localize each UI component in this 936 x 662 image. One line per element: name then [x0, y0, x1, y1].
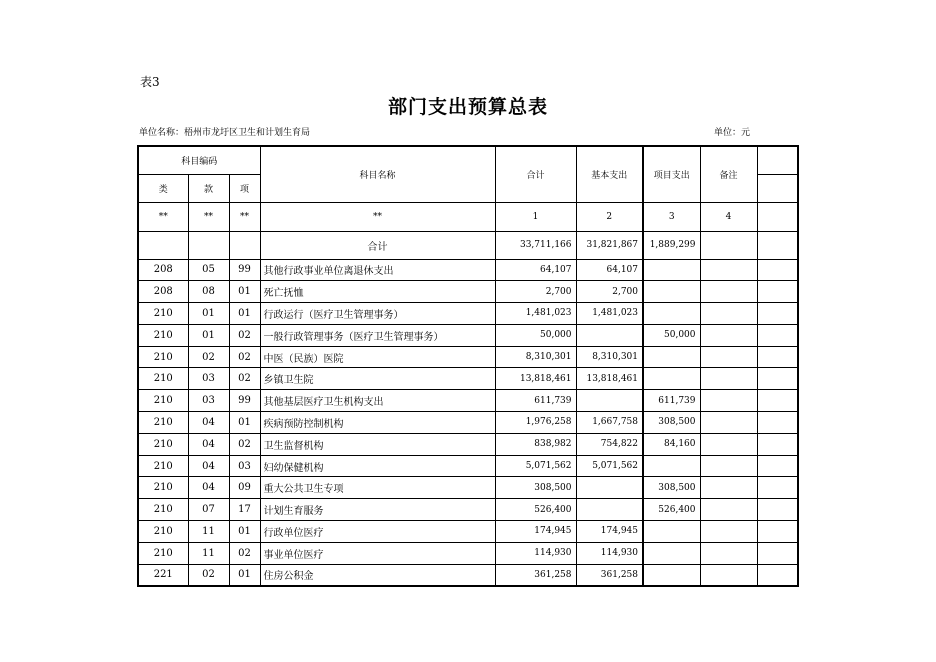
code-xiang-cell: 01 [229, 412, 260, 434]
item-name-cell: 死亡抚恤 [260, 281, 495, 303]
note-cell [700, 564, 757, 586]
code-kuan-cell: 04 [188, 433, 229, 455]
page-title: 部门支出预算总表 [387, 96, 548, 118]
total-cell: 64,107 [495, 259, 576, 281]
code-kuan-cell: 05 [188, 259, 229, 281]
code-xiang-cell: 01 [229, 281, 260, 303]
header-note: 备注 [700, 146, 757, 202]
basic-cell: 1,667,758 [576, 412, 643, 434]
extra-cell [757, 477, 798, 499]
extra-cell [757, 455, 798, 477]
project-cell [643, 455, 700, 477]
total-cell: 5,071,562 [495, 455, 576, 477]
basic-cell: 114,930 [576, 542, 643, 564]
budget-table [137, 145, 799, 587]
header-extra-cell [757, 174, 798, 202]
table-row [138, 303, 798, 325]
extra-cell [757, 521, 798, 543]
index-extra-cell [757, 202, 798, 231]
total-row-project: 1,889,299 [643, 231, 700, 259]
note-cell [700, 346, 757, 368]
code-kuan-cell: 01 [188, 303, 229, 325]
code-kuan-cell: 03 [188, 368, 229, 390]
table-row [138, 455, 798, 477]
code-lei-cell: 210 [138, 455, 188, 477]
index-cell: ** [138, 202, 188, 231]
table-row [138, 542, 798, 564]
total-cell: 114,930 [495, 542, 576, 564]
project-cell [643, 259, 700, 281]
total-cell: 174,945 [495, 521, 576, 543]
code-kuan-cell: 07 [188, 499, 229, 521]
code-lei-cell: 210 [138, 412, 188, 434]
extra-cell [757, 324, 798, 346]
code-lei-cell: 221 [138, 564, 188, 586]
index-cell: 1 [495, 202, 576, 231]
table-row [138, 521, 798, 543]
total-cell: 2,700 [495, 281, 576, 303]
code-xiang-cell: 01 [229, 564, 260, 586]
table-row [138, 390, 798, 412]
item-name-cell: 卫生监督机构 [260, 433, 495, 455]
table-row [138, 259, 798, 281]
code-xiang-cell: 02 [229, 368, 260, 390]
code-lei-cell: 210 [138, 477, 188, 499]
header-extra-cell [757, 146, 798, 174]
item-name-cell: 事业单位医疗 [260, 542, 495, 564]
basic-cell: 13,818,461 [576, 368, 643, 390]
code-lei-cell: 210 [138, 303, 188, 325]
basic-cell: 361,258 [576, 564, 643, 586]
extra-cell [757, 281, 798, 303]
extra-cell [757, 499, 798, 521]
total-row-extra [757, 231, 798, 259]
basic-cell: 2,700 [576, 281, 643, 303]
code-kuan-cell: 08 [188, 281, 229, 303]
basic-cell [576, 324, 643, 346]
note-cell [700, 542, 757, 564]
code-kuan-cell: 02 [188, 346, 229, 368]
code-lei-cell: 210 [138, 368, 188, 390]
unit-label: 单位：元 [714, 128, 751, 138]
code-lei-cell: 208 [138, 281, 188, 303]
item-name-cell: 其他基层医疗卫生机构支出 [260, 390, 495, 412]
project-cell [643, 368, 700, 390]
project-cell: 50,000 [643, 324, 700, 346]
note-cell [700, 477, 757, 499]
project-cell: 308,500 [643, 477, 700, 499]
total-cell: 1,976,258 [495, 412, 576, 434]
table-row [138, 346, 798, 368]
project-cell: 84,160 [643, 433, 700, 455]
item-name-cell: 其他行政事业单位离退休支出 [260, 259, 495, 281]
code-lei-cell: 210 [138, 433, 188, 455]
extra-cell [757, 303, 798, 325]
project-cell: 526,400 [643, 499, 700, 521]
table-row [138, 499, 798, 521]
code-kuan-cell: 04 [188, 412, 229, 434]
item-name-cell: 乡镇卫生院 [260, 368, 495, 390]
project-cell: 611,739 [643, 390, 700, 412]
header-project: 项目支出 [643, 146, 700, 202]
total-cell: 1,481,023 [495, 303, 576, 325]
header-basic: 基本支出 [576, 146, 643, 202]
code-lei-cell: 210 [138, 542, 188, 564]
basic-cell: 754,822 [576, 433, 643, 455]
index-cell: ** [188, 202, 229, 231]
code-xiang-cell: 02 [229, 324, 260, 346]
code-kuan-cell: 02 [188, 564, 229, 586]
project-cell [643, 281, 700, 303]
project-cell [643, 346, 700, 368]
total-cell: 13,818,461 [495, 368, 576, 390]
total-row-total: 33,711,166 [495, 231, 576, 259]
total-cell: 361,258 [495, 564, 576, 586]
basic-cell: 5,071,562 [576, 455, 643, 477]
code-lei-cell: 210 [138, 499, 188, 521]
extra-cell [757, 368, 798, 390]
table-row [138, 281, 798, 303]
total-row-basic: 31,821,867 [576, 231, 643, 259]
extra-cell [757, 412, 798, 434]
extra-cell [757, 346, 798, 368]
note-cell [700, 368, 757, 390]
code-xiang-cell: 09 [229, 477, 260, 499]
index-cell: 3 [643, 202, 700, 231]
note-cell [700, 281, 757, 303]
total-cell: 838,982 [495, 433, 576, 455]
item-name-cell: 一般行政管理事务（医疗卫生管理事务） [260, 324, 495, 346]
header-kuan: 款 [188, 174, 229, 202]
index-cell: 4 [700, 202, 757, 231]
total-cell: 308,500 [495, 477, 576, 499]
table-row [138, 368, 798, 390]
code-kuan-cell: 04 [188, 477, 229, 499]
project-cell [643, 564, 700, 586]
code-kuan-cell: 04 [188, 455, 229, 477]
extra-cell [757, 542, 798, 564]
item-name-cell: 行政单位医疗 [260, 521, 495, 543]
extra-cell [757, 259, 798, 281]
project-cell [643, 542, 700, 564]
index-cell: ** [229, 202, 260, 231]
note-cell [700, 303, 757, 325]
table-row [138, 477, 798, 499]
total-cell: 526,400 [495, 499, 576, 521]
project-cell: 308,500 [643, 412, 700, 434]
header-name: 科目名称 [260, 146, 495, 202]
note-cell [700, 412, 757, 434]
code-lei-cell: 210 [138, 324, 188, 346]
table-number-label: 表3 [140, 75, 160, 89]
project-cell [643, 303, 700, 325]
code-xiang-cell: 17 [229, 499, 260, 521]
extra-cell [757, 390, 798, 412]
total-row-empty [229, 231, 260, 259]
item-name-cell: 计划生育服务 [260, 499, 495, 521]
code-kuan-cell: 01 [188, 324, 229, 346]
note-cell [700, 499, 757, 521]
basic-cell: 64,107 [576, 259, 643, 281]
code-kuan-cell: 03 [188, 390, 229, 412]
item-name-cell: 疾病预防控制机构 [260, 412, 495, 434]
code-kuan-cell: 11 [188, 542, 229, 564]
header-lei: 类 [138, 174, 188, 202]
total-cell: 611,739 [495, 390, 576, 412]
note-cell [700, 324, 757, 346]
table-row [138, 564, 798, 586]
note-cell [700, 390, 757, 412]
organization-label: 单位名称：梧州市龙圩区卫生和计划生育局 [139, 128, 311, 138]
header-xiang: 项 [229, 174, 260, 202]
total-row-label: 合计 [260, 231, 495, 259]
header-total: 合计 [495, 146, 576, 202]
extra-cell [757, 433, 798, 455]
extra-cell [757, 564, 798, 586]
note-cell [700, 455, 757, 477]
item-name-cell: 住房公积金 [260, 564, 495, 586]
project-cell [643, 521, 700, 543]
index-cell: ** [260, 202, 495, 231]
code-lei-cell: 210 [138, 390, 188, 412]
total-cell: 50,000 [495, 324, 576, 346]
note-cell [700, 521, 757, 543]
code-xiang-cell: 02 [229, 433, 260, 455]
table-row [138, 324, 798, 346]
total-row-empty [188, 231, 229, 259]
code-xiang-cell: 99 [229, 390, 260, 412]
item-name-cell: 重大公共卫生专项 [260, 477, 495, 499]
code-xiang-cell: 01 [229, 303, 260, 325]
total-cell: 8,310,301 [495, 346, 576, 368]
table-row [138, 412, 798, 434]
header-code-group: 科目编码 [138, 146, 260, 174]
item-name-cell: 妇幼保健机构 [260, 455, 495, 477]
basic-cell [576, 477, 643, 499]
index-cell: 2 [576, 202, 643, 231]
code-kuan-cell: 11 [188, 521, 229, 543]
code-lei-cell: 208 [138, 259, 188, 281]
total-row-empty [138, 231, 188, 259]
basic-cell: 8,310,301 [576, 346, 643, 368]
table-body [138, 259, 798, 586]
code-xiang-cell: 02 [229, 346, 260, 368]
code-lei-cell: 210 [138, 346, 188, 368]
code-xiang-cell: 01 [229, 521, 260, 543]
code-xiang-cell: 02 [229, 542, 260, 564]
note-cell [700, 259, 757, 281]
basic-cell [576, 390, 643, 412]
code-xiang-cell: 03 [229, 455, 260, 477]
code-lei-cell: 210 [138, 521, 188, 543]
item-name-cell: 行政运行（医疗卫生管理事务） [260, 303, 495, 325]
total-row-note [700, 231, 757, 259]
basic-cell: 174,945 [576, 521, 643, 543]
code-xiang-cell: 99 [229, 259, 260, 281]
item-name-cell: 中医（民族）医院 [260, 346, 495, 368]
basic-cell [576, 499, 643, 521]
table-row [138, 433, 798, 455]
basic-cell: 1,481,023 [576, 303, 643, 325]
note-cell [700, 433, 757, 455]
